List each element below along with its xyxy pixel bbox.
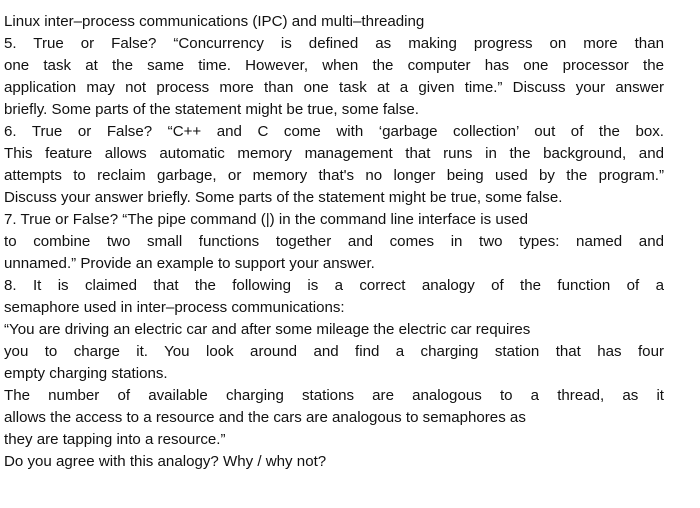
text-line: 7. True or False? “The pipe command (|) in the command line interface is used	[4, 211, 529, 228]
text-line: This feature allows automatic memory management that runs in the background, and	[4, 145, 664, 162]
text-line: 8. It is claimed that the following is a correct analogy of the function of a	[4, 277, 664, 294]
text-line: briefly. Some parts of the statement might be true, some false.	[4, 101, 419, 118]
text-line: attempts to reclaim garbage, or memory that's no longer being used by the program.”	[4, 167, 664, 184]
text-line: semaphore used in inter–process communications:	[4, 299, 345, 316]
document-lines	[4, 33, 664, 473]
text-line: to combine two small functions together and comes in two types: named and	[4, 233, 664, 250]
text-line: you to charge it. You look around and find a charging station that has four	[4, 343, 664, 360]
text-line: empty charging stations.	[4, 365, 168, 382]
text-line: they are tapping into a resource.”	[4, 431, 226, 448]
text-line: 6. True or False? “C++ and C come with ‘garbage collection’ out of the box.	[4, 123, 664, 140]
text-line: “You are driving an electric car and after some mileage the electric car requires	[4, 321, 531, 338]
text-line: 5. True or False? “Concurrency is defined as making progress on more than	[4, 35, 664, 52]
document-body	[4, 11, 664, 473]
text-line: application may not process more than one task at a given time.” Discuss your answer	[4, 79, 664, 96]
text-line: unnamed.” Provide an example to support your answer.	[4, 255, 375, 272]
text-line: allows the access to a resource and the cars are analogous to semaphores as	[4, 409, 526, 426]
document-heading: Linux inter–process communications (IPC) and multi–threading	[4, 13, 425, 30]
text-line: Do you agree with this analogy? Why / why not?	[4, 453, 327, 470]
text-line: one task at the same time. However, when the computer has one processor the	[4, 57, 664, 74]
text-line: Discuss your answer briefly. Some parts of the statement might be true, some false.	[4, 189, 563, 206]
text-line: The number of available charging stations are analogous to a thread, as it	[4, 387, 664, 404]
